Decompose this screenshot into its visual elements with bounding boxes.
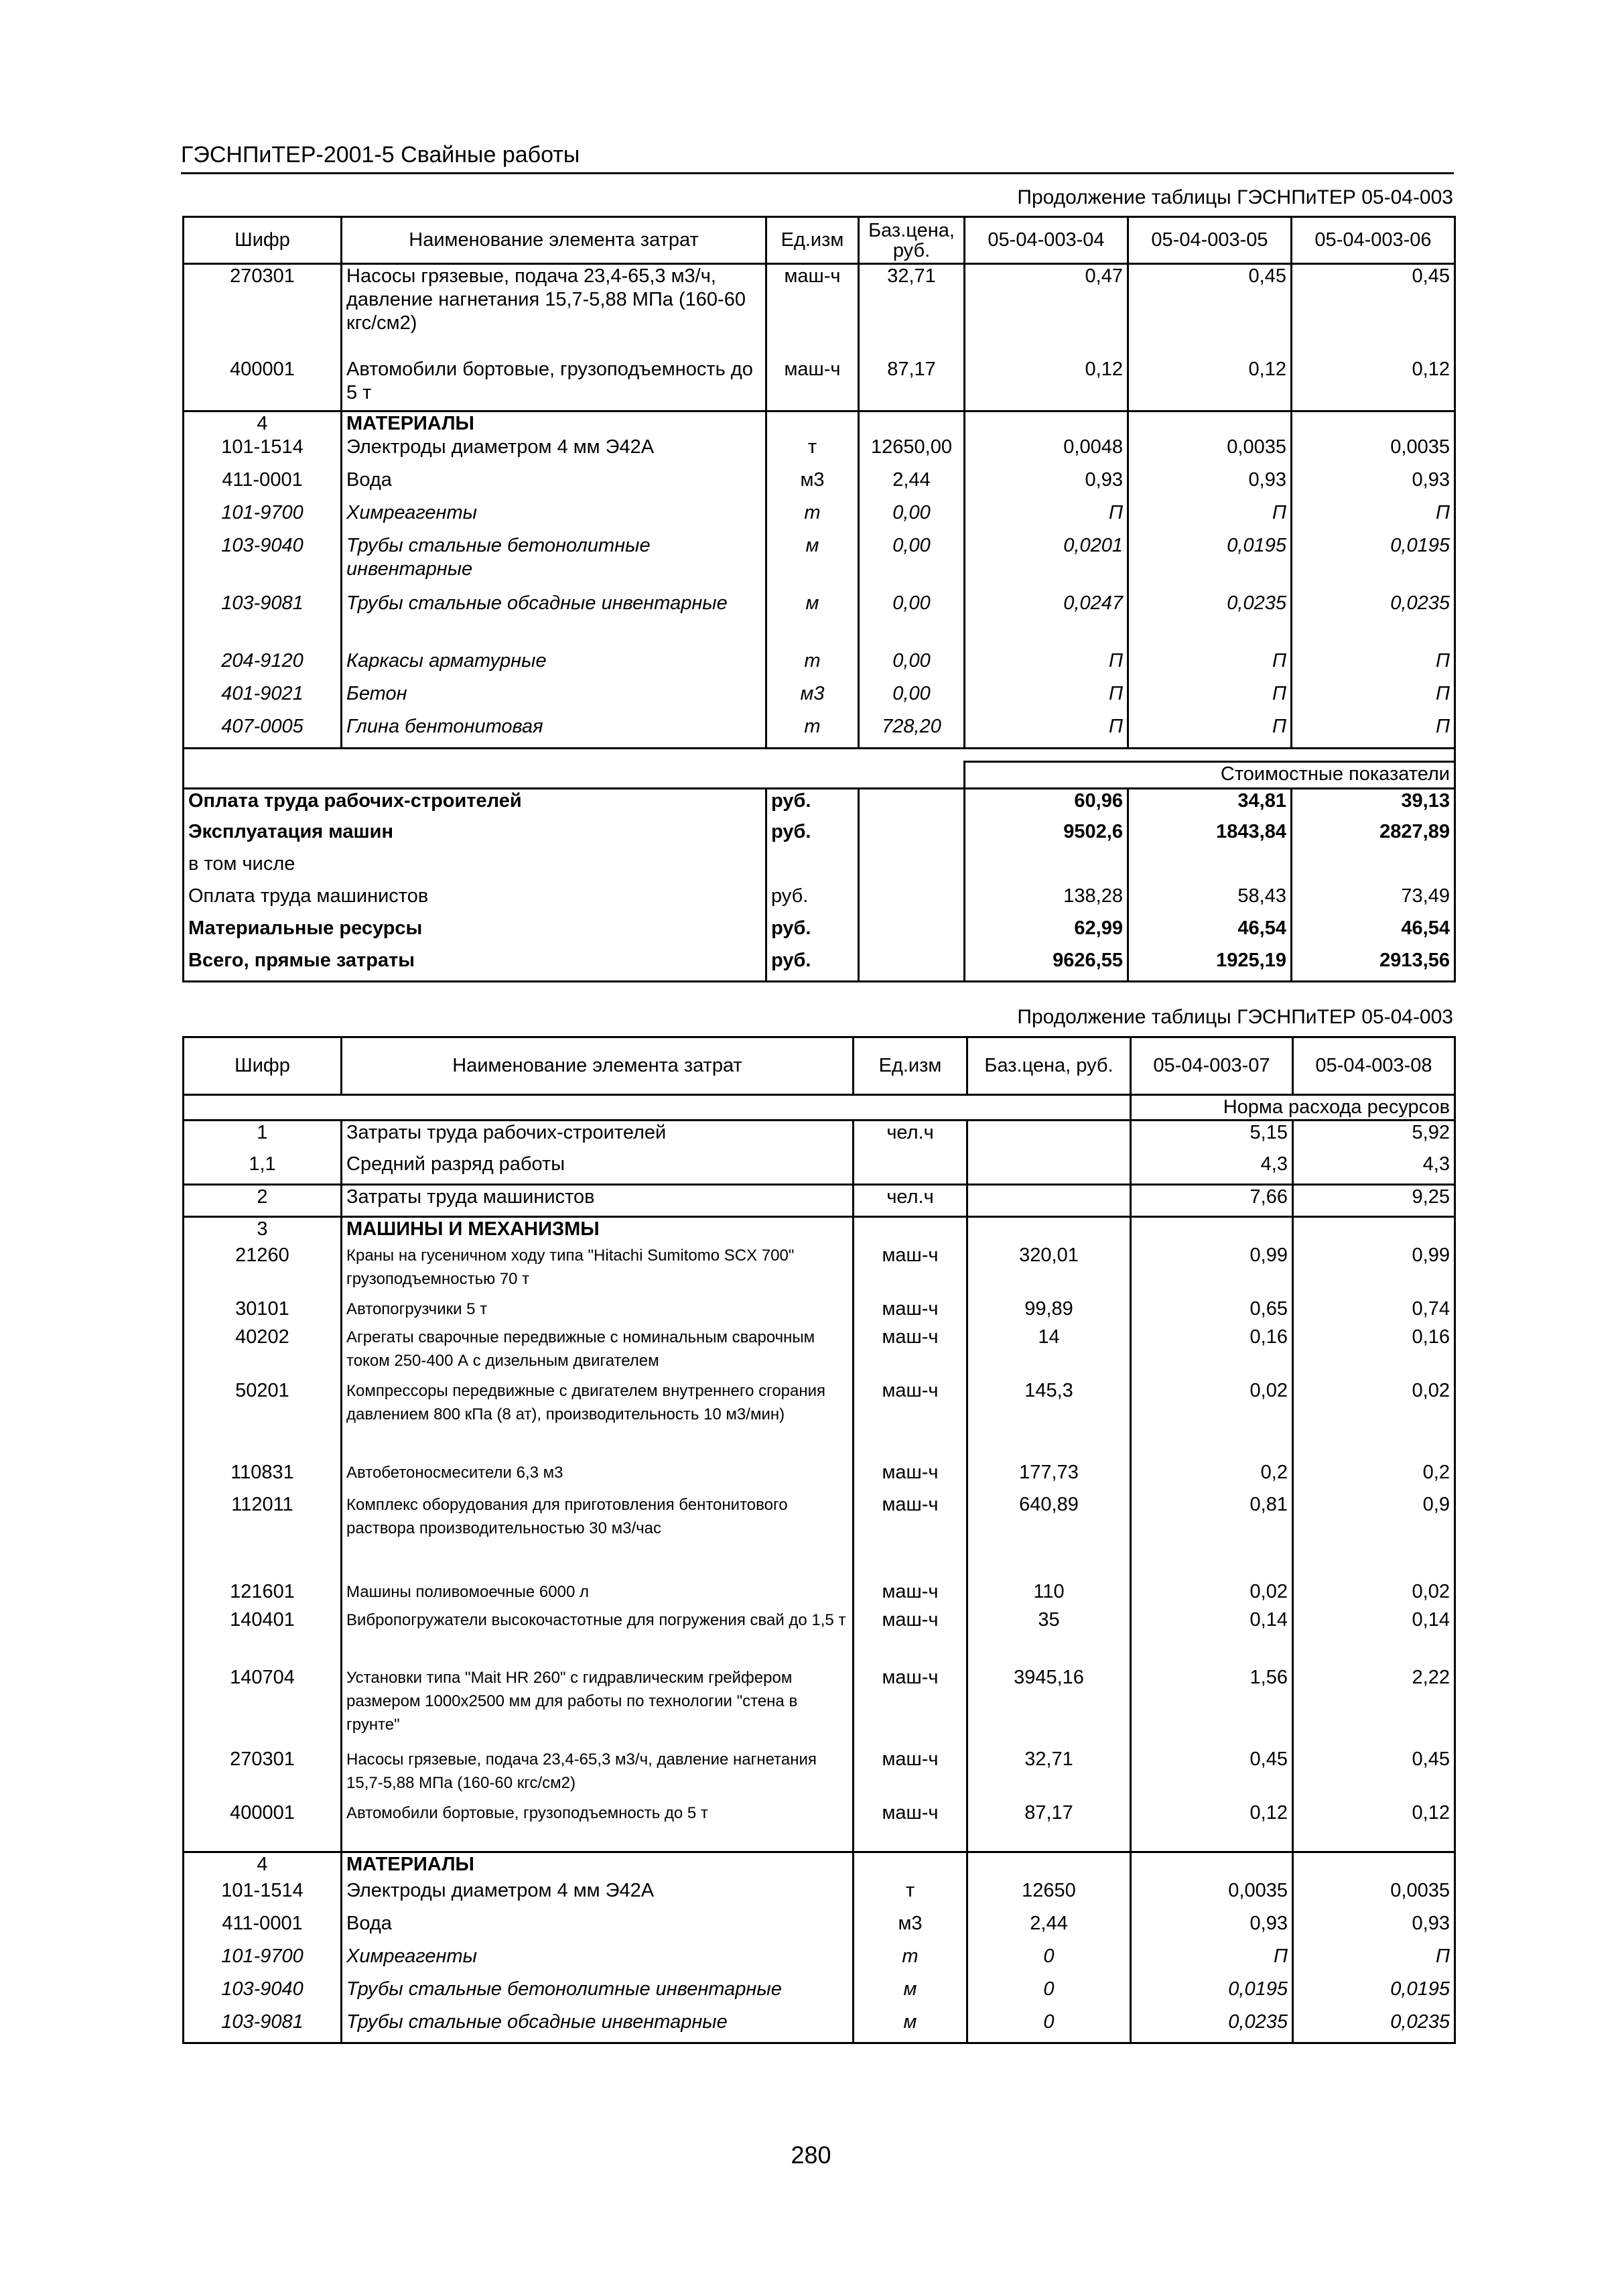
row-value-3: П <box>1292 649 1455 682</box>
row-unit: маш-ч <box>766 358 859 411</box>
cost-value-1: 60,96 <box>965 788 1128 820</box>
row-value-1: 0,93 <box>1131 1912 1293 1945</box>
row-unit: маш-ч <box>854 1580 967 1608</box>
section-code: 4 <box>184 1852 342 1879</box>
row-value-2: 5,92 <box>1293 1121 1455 1153</box>
table-row <box>184 1244 1455 1297</box>
row-code: 121601 <box>184 1580 342 1608</box>
row-value-2: 0,45 <box>1293 1748 1455 1801</box>
row-name: Трубы стальные бетонолитные инвентарные <box>342 534 766 592</box>
row-code: 103-9040 <box>184 1978 342 2011</box>
row-name: Установки типа "Mait HR 260" с гидравлическим грейфером размером 1000х2500 мм для работы по технологии "стена в грунте" <box>342 1666 854 1748</box>
row-value-1: 0,0048 <box>965 436 1128 468</box>
row-unit: маш-ч <box>854 1608 967 1666</box>
row-value-2: 0,16 <box>1293 1326 1455 1379</box>
table-row <box>184 592 1455 649</box>
row-value-2: 2,22 <box>1293 1666 1455 1748</box>
row-value-1: 0,0195 <box>1131 1978 1293 2011</box>
cost-value-3: 39,13 <box>1292 788 1455 820</box>
table-row <box>184 1978 1455 2011</box>
row-value-2: 0,0195 <box>1128 534 1292 592</box>
row-value-1: 0,47 <box>965 264 1128 358</box>
col-header-price: Баз.цена, руб. <box>967 1037 1131 1095</box>
row-value-1: 0,81 <box>1131 1493 1293 1580</box>
row-value-2: 0,9 <box>1293 1493 1455 1580</box>
row-price: 35 <box>967 1608 1131 1666</box>
table-row <box>184 1185 1455 1217</box>
cost-indicators-label: Стоимостные показатели <box>965 761 1455 788</box>
row-value-2: П <box>1128 682 1292 715</box>
table1-header-row <box>184 217 1455 264</box>
row-value-2: 0,12 <box>1293 1801 1455 1852</box>
row-value-1: 5,15 <box>1131 1121 1293 1153</box>
cost-unit: руб. <box>766 820 859 852</box>
row-code: 110831 <box>184 1461 342 1493</box>
cost-value-1: 138,28 <box>965 885 1128 917</box>
row-value-1: 0,0247 <box>965 592 1128 649</box>
table-row <box>184 715 1455 748</box>
row-price: 320,01 <box>967 1244 1131 1297</box>
col-header-1: 05-04-003-04 <box>965 217 1128 264</box>
col-header-1: 05-04-003-07 <box>1131 1037 1293 1095</box>
row-value-1: П <box>1131 1945 1293 1978</box>
cost-row <box>184 949 1455 981</box>
table-row <box>184 468 1455 501</box>
row-value-1: 1,56 <box>1131 1666 1293 1748</box>
cost-name: Материальные ресурсы <box>184 917 766 949</box>
table-row <box>184 682 1455 715</box>
row-name: Вода <box>342 468 766 501</box>
table-row <box>184 1801 1455 1852</box>
row-code: 400001 <box>184 1801 342 1852</box>
row-code: 101-1514 <box>184 1879 342 1912</box>
table-row <box>184 1461 1455 1493</box>
row-value-3: П <box>1292 682 1455 715</box>
row-value-3: 0,45 <box>1292 264 1455 358</box>
cost-value-1: 9626,55 <box>965 949 1128 981</box>
row-name: Насосы грязевые, подача 23,4-65,3 м3/ч, давление нагнетания 15,7-5,88 МПа (160-60 кгс/см2) <box>342 264 766 358</box>
row-name: Вибропогружатели высокочастотные для погружения свай до 1,5 т <box>342 1608 854 1666</box>
table-row <box>184 1879 1455 1912</box>
row-value-1: 0,99 <box>1131 1244 1293 1297</box>
row-price <box>967 1121 1131 1153</box>
row-unit: м3 <box>766 468 859 501</box>
row-unit: т <box>766 501 859 534</box>
row-value-1: 4,3 <box>1131 1153 1293 1185</box>
row-value-3: П <box>1292 501 1455 534</box>
row-unit: маш-ч <box>854 1493 967 1580</box>
row-code: 411-0001 <box>184 1912 342 1945</box>
table1-continuation: Продолжение таблицы ГЭСНПиТЕР 05-04-003 <box>1017 186 1453 208</box>
table-row <box>184 358 1455 411</box>
row-unit: м <box>766 534 859 592</box>
row-name: Средний разряд работы <box>342 1153 854 1185</box>
row-code: 140401 <box>184 1608 342 1666</box>
row-value-2: 9,25 <box>1293 1185 1455 1217</box>
row-value-2: 0,2 <box>1293 1461 1455 1493</box>
row-name: Трубы стальные обсадные инвентарные <box>342 592 766 649</box>
row-price: 0,00 <box>859 534 965 592</box>
row-unit: маш-ч <box>854 1297 967 1326</box>
row-name: Глина бентонитовая <box>342 715 766 748</box>
row-code: 112011 <box>184 1493 342 1580</box>
section-row <box>184 1852 1455 1879</box>
row-name: Каркасы арматурные <box>342 649 766 682</box>
col-header-unit: Ед.изм <box>766 217 859 264</box>
table-row <box>184 1945 1455 1978</box>
table-row <box>184 264 1455 358</box>
cost-value-1: 9502,6 <box>965 820 1128 852</box>
cost-value-1: 62,99 <box>965 917 1128 949</box>
row-value-1: 0,0201 <box>965 534 1128 592</box>
norm-label-row <box>184 1095 1455 1121</box>
cost-value-3: 46,54 <box>1292 917 1455 949</box>
row-name: Химреагенты <box>342 501 766 534</box>
resource-table-1 <box>182 216 1456 982</box>
row-value-3: 0,0235 <box>1292 592 1455 649</box>
row-price: 2,44 <box>859 468 965 501</box>
row-price: 12650,00 <box>859 436 965 468</box>
table-row <box>184 1121 1455 1153</box>
row-value-1: 0,02 <box>1131 1379 1293 1461</box>
row-unit: маш-ч <box>854 1748 967 1801</box>
row-unit: м <box>854 2011 967 2043</box>
row-unit: маш-ч <box>766 264 859 358</box>
row-code: 21260 <box>184 1244 342 1297</box>
row-value-3: 0,12 <box>1292 358 1455 411</box>
cost-unit: руб. <box>766 917 859 949</box>
row-value-1: 0,02 <box>1131 1580 1293 1608</box>
row-name: Компрессоры передвижные с двигателем внутреннего сгорания давлением 800 кПа (8 ат), производительность 10 м3/мин) <box>342 1379 854 1461</box>
row-value-1: 0,16 <box>1131 1326 1293 1379</box>
section-code: 3 <box>184 1217 342 1244</box>
row-value-1: 7,66 <box>1131 1185 1293 1217</box>
row-price: 0,00 <box>859 682 965 715</box>
page-number: 280 <box>791 2141 831 2169</box>
row-code: 30101 <box>184 1297 342 1326</box>
row-value-2: 0,93 <box>1293 1912 1455 1945</box>
row-name: Агрегаты сварочные передвижные с номинальным сварочным током 250-400 А с дизельным двигателем <box>342 1326 854 1379</box>
section-row <box>184 1217 1455 1244</box>
row-name: Химреагенты <box>342 1945 854 1978</box>
row-value-2: 0,0035 <box>1293 1879 1455 1912</box>
row-unit: т <box>766 436 859 468</box>
cost-name: Всего, прямые затраты <box>184 949 766 981</box>
row-value-1: П <box>965 715 1128 748</box>
table2-continuation: Продолжение таблицы ГЭСНПиТЕР 05-04-003 <box>1017 1006 1453 1028</box>
cost-row <box>184 885 1455 917</box>
row-unit: м <box>854 1978 967 2011</box>
cost-value-2: 1843,84 <box>1128 820 1292 852</box>
table-row <box>184 501 1455 534</box>
row-value-2: П <box>1128 715 1292 748</box>
row-unit: м3 <box>854 1912 967 1945</box>
row-unit: маш-ч <box>854 1244 967 1297</box>
row-value-1: 0,12 <box>1131 1801 1293 1852</box>
row-code: 103-9081 <box>184 592 342 649</box>
row-value-2: 0,74 <box>1293 1297 1455 1326</box>
row-value-2: П <box>1293 1945 1455 1978</box>
row-code: 101-1514 <box>184 436 342 468</box>
row-price: 640,89 <box>967 1493 1131 1580</box>
row-name: Электроды диаметром 4 мм Э42А <box>342 436 766 468</box>
col-header-3: 05-04-003-06 <box>1292 217 1455 264</box>
row-name: Комплекс оборудования для приготовления бентонитового раствора производительностью 30 м3/час <box>342 1493 854 1580</box>
row-unit: т <box>766 649 859 682</box>
row-price: 32,71 <box>859 264 965 358</box>
cost-name: в том числе <box>184 852 766 885</box>
row-unit: чел.ч <box>854 1121 967 1153</box>
row-value-1: 0,45 <box>1131 1748 1293 1801</box>
col-header-name: Наименование элемента затрат <box>342 1037 854 1095</box>
row-value-1: П <box>965 682 1128 715</box>
row-price: 12650 <box>967 1879 1131 1912</box>
section-code: 4 <box>184 411 342 436</box>
row-price <box>967 1153 1131 1185</box>
cost-value-2: 58,43 <box>1128 885 1292 917</box>
row-value-2: 0,14 <box>1293 1608 1455 1666</box>
row-value-3: П <box>1292 715 1455 748</box>
row-code: 101-9700 <box>184 501 342 534</box>
section-title: МАТЕРИАЛЫ <box>342 411 766 436</box>
row-code: 204-9120 <box>184 649 342 682</box>
row-code: 103-9040 <box>184 534 342 592</box>
spacer-row <box>184 748 1455 761</box>
row-code: 101-9700 <box>184 1945 342 1978</box>
row-price: 0,00 <box>859 649 965 682</box>
row-price: 14 <box>967 1326 1131 1379</box>
table-row <box>184 1153 1455 1185</box>
cost-row <box>184 820 1455 852</box>
row-value-2: 0,0235 <box>1128 592 1292 649</box>
row-value-2: 0,93 <box>1128 468 1292 501</box>
cost-row <box>184 917 1455 949</box>
row-value-2: П <box>1128 649 1292 682</box>
row-value-1: П <box>965 501 1128 534</box>
row-unit: т <box>854 1945 967 1978</box>
row-code: 270301 <box>184 1748 342 1801</box>
cost-row <box>184 852 1455 885</box>
col-header-name: Наименование элемента затрат <box>342 217 766 264</box>
row-code: 2 <box>184 1185 342 1217</box>
row-unit: маш-ч <box>854 1801 967 1852</box>
row-unit: маш-ч <box>854 1326 967 1379</box>
row-unit: т <box>854 1879 967 1912</box>
row-code: 1 <box>184 1121 342 1153</box>
row-value-2: 0,99 <box>1293 1244 1455 1297</box>
row-code: 50201 <box>184 1379 342 1461</box>
row-value-1: 0,12 <box>965 358 1128 411</box>
row-name: Вода <box>342 1912 854 1945</box>
row-name: Трубы стальные обсадные инвентарные <box>342 2011 854 2043</box>
row-value-2: 0,45 <box>1128 264 1292 358</box>
table-row <box>184 1379 1455 1461</box>
row-name: Насосы грязевые, подача 23,4-65,3 м3/ч, давление нагнетания 15,7-5,88 МПа (160-60 кгс/см2) <box>342 1748 854 1801</box>
row-name: Автомобили бортовые, грузоподъемность до 5 т <box>342 1801 854 1852</box>
col-header-2: 05-04-003-05 <box>1128 217 1292 264</box>
cost-name: Эксплуатация машин <box>184 820 766 852</box>
section-title: МАШИНЫ И МЕХАНИЗМЫ <box>342 1217 854 1244</box>
row-name: Машины поливомоечные 6000 л <box>342 1580 854 1608</box>
row-name: Затраты труда рабочих-строителей <box>342 1121 854 1153</box>
cost-value-3: 2827,89 <box>1292 820 1455 852</box>
cost-unit: руб. <box>766 885 859 917</box>
row-name: Автомобили бортовые, грузоподъемность до 5 т <box>342 358 766 411</box>
row-value-2: 4,3 <box>1293 1153 1455 1185</box>
row-code: 411-0001 <box>184 468 342 501</box>
table-row <box>184 1493 1455 1580</box>
row-code: 140704 <box>184 1666 342 1748</box>
cost-name: Оплата труда рабочих-строителей <box>184 788 766 820</box>
row-price: 0,00 <box>859 592 965 649</box>
resource-table-2 <box>182 1036 1456 2044</box>
row-unit: маш-ч <box>854 1379 967 1461</box>
row-value-2: П <box>1128 501 1292 534</box>
table-row <box>184 1912 1455 1945</box>
row-price: 87,17 <box>967 1801 1131 1852</box>
row-price: 32,71 <box>967 1748 1131 1801</box>
row-value-2: 0,0035 <box>1128 436 1292 468</box>
cost-value-2: 1925,19 <box>1128 949 1292 981</box>
row-price <box>967 1185 1131 1217</box>
col-header-code: Шифр <box>184 217 342 264</box>
row-code: 1,1 <box>184 1153 342 1185</box>
table-row <box>184 534 1455 592</box>
row-price: 110 <box>967 1580 1131 1608</box>
row-value-3: 0,0195 <box>1292 534 1455 592</box>
table-row <box>184 1608 1455 1666</box>
table-row <box>184 1326 1455 1379</box>
row-value-2: 0,0195 <box>1293 1978 1455 2011</box>
row-unit <box>854 1153 967 1185</box>
table-row <box>184 1748 1455 1801</box>
row-value-2: 0,02 <box>1293 1580 1455 1608</box>
cost-value-3: 2913,56 <box>1292 949 1455 981</box>
row-name: Трубы стальные бетонолитные инвентарные <box>342 1978 854 2011</box>
row-name: Автобетоносмесители 6,3 м3 <box>342 1461 854 1493</box>
col-header-code: Шифр <box>184 1037 342 1095</box>
row-code: 103-9081 <box>184 2011 342 2043</box>
row-value-1: 0,0235 <box>1131 2011 1293 2043</box>
row-unit: чел.ч <box>854 1185 967 1217</box>
table-row <box>184 1297 1455 1326</box>
cost-value-2: 34,81 <box>1128 788 1292 820</box>
row-code: 40202 <box>184 1326 342 1379</box>
row-value-1: 0,93 <box>965 468 1128 501</box>
row-price: 0 <box>967 1945 1131 1978</box>
row-unit: маш-ч <box>854 1666 967 1748</box>
row-unit: м <box>766 592 859 649</box>
row-price: 99,89 <box>967 1297 1131 1326</box>
row-code: 401-9021 <box>184 682 342 715</box>
row-price: 177,73 <box>967 1461 1131 1493</box>
row-value-1: 0,14 <box>1131 1608 1293 1666</box>
row-code: 407-0005 <box>184 715 342 748</box>
cost-value-3: 73,49 <box>1292 885 1455 917</box>
row-code: 270301 <box>184 264 342 358</box>
row-value-1: 0,65 <box>1131 1297 1293 1326</box>
row-code: 400001 <box>184 358 342 411</box>
table2-header-row <box>184 1037 1455 1095</box>
page-header: ГЭСНПиТЕР-2001-5 Свайные работы <box>181 137 1454 174</box>
cost-unit: руб. <box>766 949 859 981</box>
col-header-unit: Ед.изм <box>854 1037 967 1095</box>
section-row <box>184 411 1455 436</box>
row-name: Бетон <box>342 682 766 715</box>
section-title: МАТЕРИАЛЫ <box>342 1852 854 1879</box>
table-row <box>184 436 1455 468</box>
row-value-1: 0,0035 <box>1131 1879 1293 1912</box>
row-name: Краны на гусеничном ходу типа "Hitachi Sumitomo SCX 700" грузоподъемностью 70 т <box>342 1244 854 1297</box>
row-value-3: 0,0035 <box>1292 436 1455 468</box>
row-value-1: П <box>965 649 1128 682</box>
cost-unit: руб. <box>766 788 859 820</box>
row-value-3: 0,93 <box>1292 468 1455 501</box>
row-name: Автопогрузчики 5 т <box>342 1297 854 1326</box>
row-price: 728,20 <box>859 715 965 748</box>
cost-value-2: 46,54 <box>1128 917 1292 949</box>
table-row <box>184 1580 1455 1608</box>
col-header-2: 05-04-003-08 <box>1293 1037 1455 1095</box>
col-header-price: Баз.цена, руб. <box>859 217 965 264</box>
row-price: 87,17 <box>859 358 965 411</box>
row-unit: маш-ч <box>854 1461 967 1493</box>
row-price: 0 <box>967 2011 1131 2043</box>
table-row <box>184 1666 1455 1748</box>
row-unit: т <box>766 715 859 748</box>
cost-row <box>184 788 1455 820</box>
row-name: Затраты труда машинистов <box>342 1185 854 1217</box>
row-price: 0,00 <box>859 501 965 534</box>
row-price: 3945,16 <box>967 1666 1131 1748</box>
row-unit: м3 <box>766 682 859 715</box>
row-price: 145,3 <box>967 1379 1131 1461</box>
norm-label: Норма расхода ресурсов <box>1131 1095 1455 1121</box>
row-value-1: 0,2 <box>1131 1461 1293 1493</box>
row-price: 2,44 <box>967 1912 1131 1945</box>
cost-name: Оплата труда машинистов <box>184 885 766 917</box>
table-row <box>184 2011 1455 2043</box>
row-value-2: 0,02 <box>1293 1379 1455 1461</box>
row-value-2: 0,12 <box>1128 358 1292 411</box>
row-price: 0 <box>967 1978 1131 2011</box>
row-value-2: 0,0235 <box>1293 2011 1455 2043</box>
cost-label-row <box>184 761 1455 788</box>
row-name: Электроды диаметром 4 мм Э42А <box>342 1879 854 1912</box>
table-row <box>184 649 1455 682</box>
